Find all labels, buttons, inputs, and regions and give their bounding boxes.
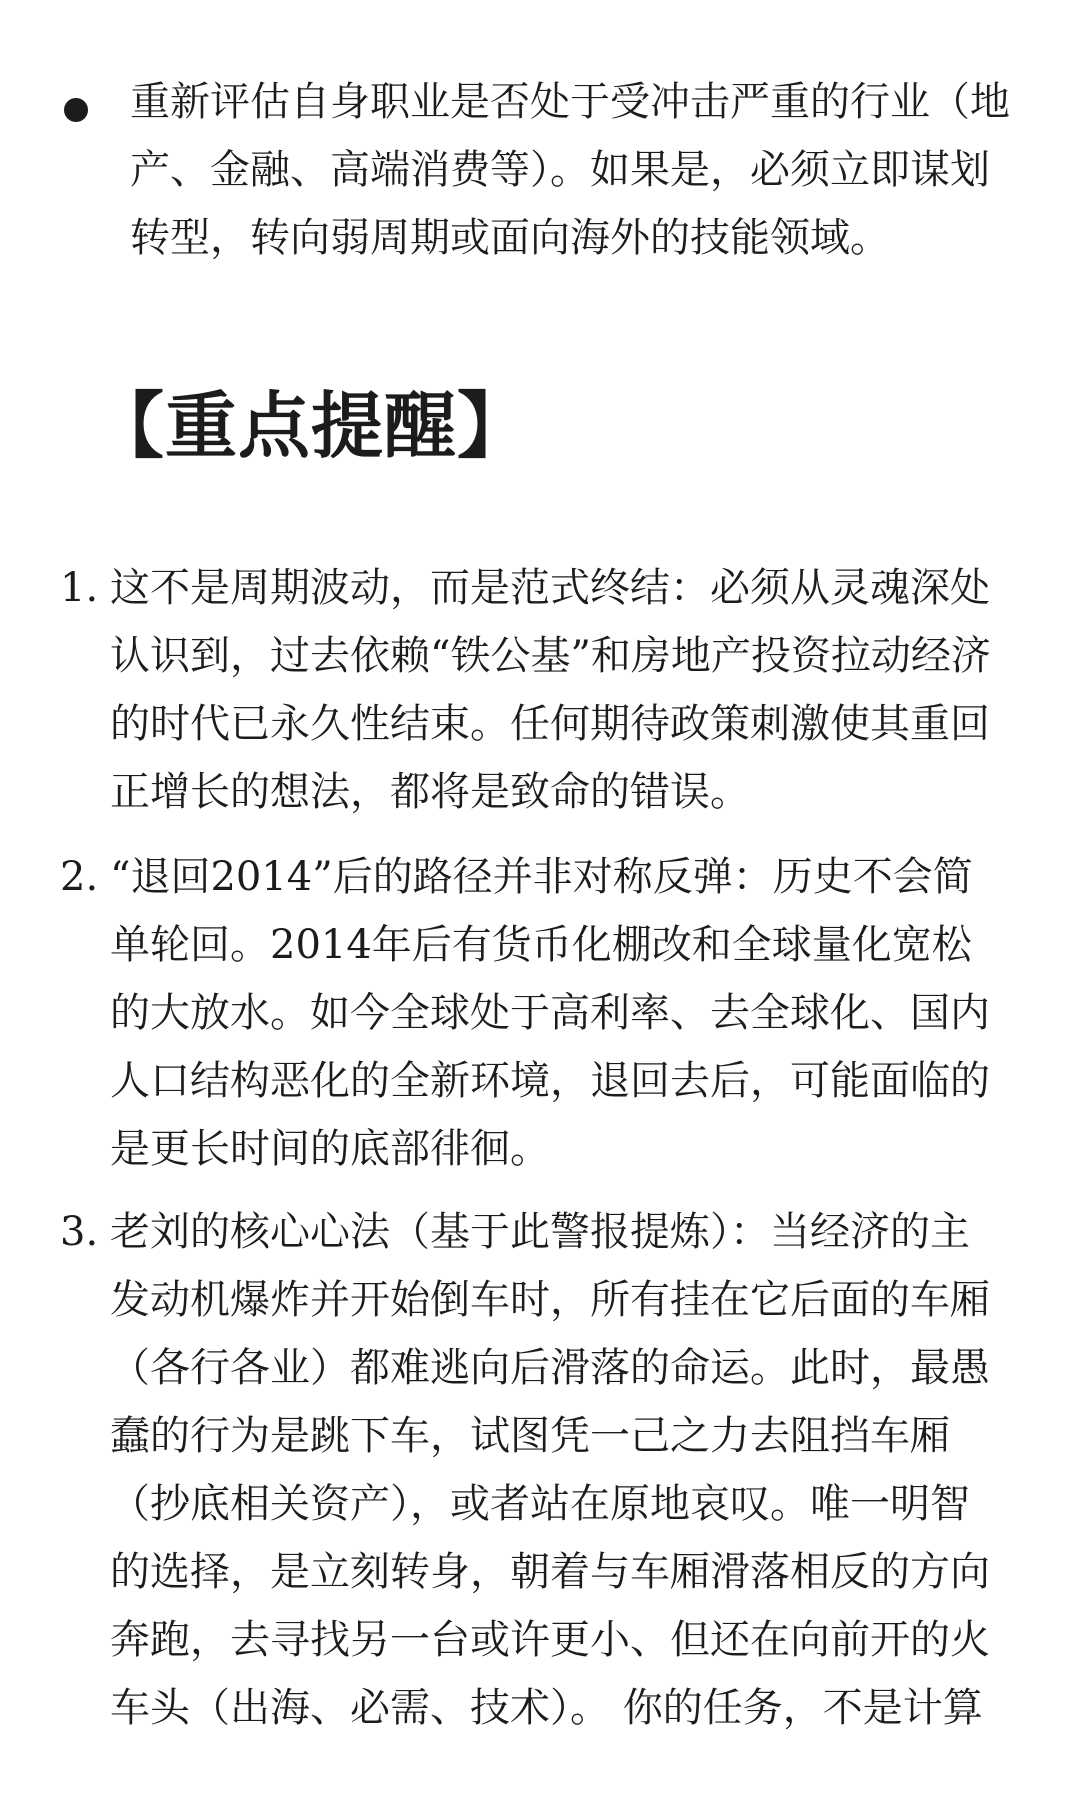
- list-item-text: 这不是周期波动，而是范式终结：必须从灵魂深处认识到，过去依赖“铁公基”和房地产投资拉动经济的时代已永久性结束。任何期待政策刺激使其重回正增长的想法，都将是致命的错误。: [110, 565, 991, 815]
- list-item-text: “退回2014”后的路径并非对称反弹：历史不会简单轮回。2014年后有货币化棚改和全球量化宽松的大放水。如今全球处于高利率、去全球化、国内人口结构恶化的全新环境，退回去后，可能面临的是更长时间的底部徘徊。: [110, 854, 990, 1172]
- list-item-number: 3.: [60, 1209, 99, 1255]
- section-heading: 【重点提醒】: [92, 383, 531, 468]
- list-item-number: 2.: [60, 854, 99, 900]
- bullet-dot-icon: [64, 98, 88, 122]
- list-item-number: 1.: [60, 565, 99, 611]
- bullet-item-text: 重新评估自身职业是否处于受冲击严重的行业（地产、金融、高端消费等）。如果是，必须立即谋划转型，转向弱周期或面向海外的技能领域。: [130, 79, 1010, 261]
- list-item-text: 老刘的核心心法（基于此警报提炼）：当经济的主发动机爆炸并开始倒车时，所有挂在它后面的车厢（各行各业）都难逃向后滑落的命运。此时，最愚蠢的行为是跳下车，试图凭一己之力去阻挡车厢（抄底相关资产），或者站在原地哀叹。唯一明智的选择，是立刻转身，朝着与车厢滑落相反的方向奔跑，去寻找另一台或许更小、但还在向前开的火车头（出海、必需、技术）。 你的任务，不是计算: [110, 1209, 990, 1731]
